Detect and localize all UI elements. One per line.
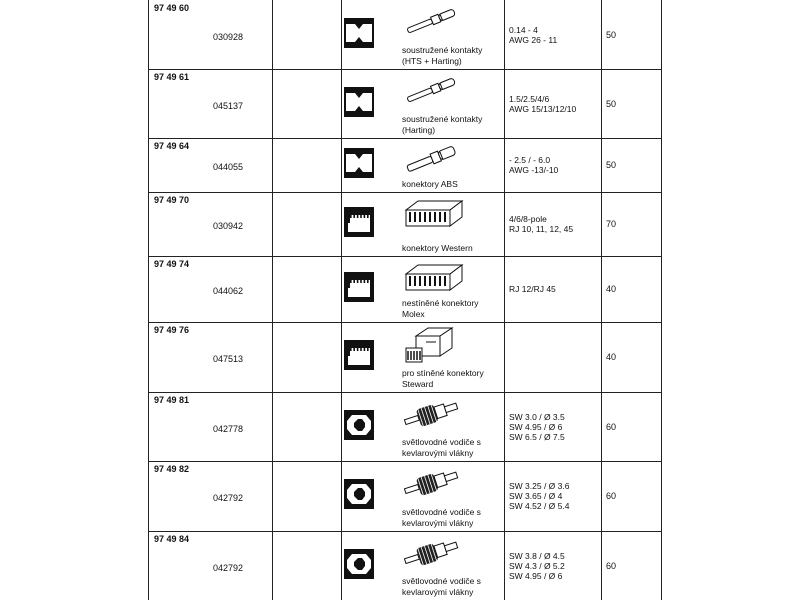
order-code: 044062 [213, 286, 244, 296]
package-quantity: 60 [606, 560, 617, 571]
contact-pin-picture-icon [402, 75, 462, 105]
crimp-range-line: - 2.5 / - 6.0 [509, 155, 551, 165]
description-line: (HTS + Harting) [402, 56, 462, 66]
package-quantity: 50 [606, 160, 617, 170]
description-line: Steward [402, 379, 434, 389]
table-row [0, 192, 800, 256]
application-description [402, 179, 504, 190]
article-number: 97 49 81 [154, 395, 190, 405]
crimp-range-line: SW 4.3 / Ø 5.2 [509, 560, 565, 571]
hexagon-die-profile-icon [344, 479, 374, 509]
crimp-range-line: 4/6/8-pole [509, 214, 547, 224]
diamond-die-profile-icon [344, 18, 374, 48]
crimp-range-line: SW 3.65 / Ø 4 [509, 491, 563, 501]
article-number: 97 49 70 [154, 195, 190, 205]
crimp-range-line: RJ 12/RJ 45 [509, 284, 556, 294]
crimp-range [509, 155, 558, 175]
article-number: 97 49 76 [154, 325, 190, 335]
package-quantity: 60 [606, 491, 617, 501]
package-quantity: 40 [606, 352, 617, 362]
description-line: konektory ABS [402, 179, 458, 189]
description-line: pro stíněné konektory [402, 368, 484, 378]
crimp-range-line: SW 4.95 / Ø 6 [509, 570, 563, 581]
western-die-profile-icon [344, 207, 374, 237]
western-die-profile-icon [344, 272, 374, 302]
application-description [402, 243, 504, 254]
rj-connector-picture-icon [402, 262, 466, 292]
crimp-range [509, 214, 573, 234]
table-row [0, 322, 800, 392]
order-code: 030928 [213, 31, 244, 42]
application-description [402, 437, 504, 459]
fiber-connector-picture-icon [402, 467, 462, 499]
article-number: 97 49 74 [154, 259, 190, 269]
order-code: 030942 [213, 221, 244, 231]
description-line: světlovodné vodiče s [402, 437, 481, 447]
rj-shielded-picture-icon [402, 326, 466, 366]
crimp-range-line: SW 4.52 / Ø 5.4 [509, 501, 570, 511]
description-line: kevlarovými vlákny [402, 448, 474, 458]
description-line: kevlarovými vlákny [402, 587, 474, 597]
order-code: 042778 [213, 423, 244, 434]
application-description [402, 114, 504, 136]
diamond-die-profile-icon [344, 87, 374, 117]
table-row [0, 0, 800, 69]
crimp-range [509, 94, 576, 114]
description-line: nestíněné konektory [402, 298, 479, 308]
description-line: kevlarovými vlákny [402, 518, 474, 528]
crimp-range-line: RJ 10, 11, 12, 45 [509, 224, 574, 234]
crimp-range-line: SW 3.25 / Ø 3.6 [509, 481, 570, 491]
package-quantity: 70 [606, 219, 617, 229]
crimp-range [509, 25, 557, 45]
crimp-range-line: 1.5/2.5/4/6 [509, 93, 550, 104]
description-line: soustružené kontakty [402, 45, 483, 55]
application-description [402, 298, 504, 320]
contact-pin-picture-icon [402, 6, 462, 36]
order-code: 042792 [213, 493, 244, 503]
application-description [402, 507, 504, 529]
description-line: Molex [402, 309, 425, 319]
crimp-range-line: AWG 26 - 11 [509, 34, 558, 45]
package-quantity: 50 [606, 98, 617, 109]
crimp-range-line: SW 4.95 / Ø 6 [509, 421, 563, 432]
hexagon-die-profile-icon [344, 410, 374, 440]
order-code: 047513 [213, 354, 244, 364]
description-line: (Harting) [402, 125, 436, 135]
western-die-profile-icon [344, 340, 374, 370]
crimp-range [509, 481, 569, 511]
order-code: 045137 [213, 100, 244, 111]
article-number: 97 49 84 [154, 534, 190, 544]
crimp-range-line: SW 3.8 / Ø 4.5 [509, 550, 565, 561]
table-row [0, 69, 800, 138]
application-description [402, 45, 504, 67]
description-line: soustružené kontakty [402, 114, 483, 124]
application-description [402, 368, 504, 390]
package-quantity: 40 [606, 284, 617, 294]
hexagon-die-profile-icon [344, 549, 374, 579]
table-row [0, 531, 800, 600]
rj-connector-picture-icon [402, 198, 466, 228]
fiber-connector-picture-icon [402, 537, 462, 569]
order-code: 044055 [213, 162, 244, 172]
contact-pin-thick-picture-icon [402, 144, 462, 174]
package-quantity: 50 [606, 29, 617, 40]
crimp-range-line: AWG -13/-10 [509, 165, 559, 175]
table-row [0, 138, 800, 192]
table-row [0, 256, 800, 322]
article-number: 97 49 61 [154, 72, 190, 82]
fiber-connector-picture-icon [402, 398, 462, 430]
article-number: 97 49 82 [154, 464, 190, 474]
package-quantity: 60 [606, 421, 617, 432]
crimp-range-line: AWG 15/13/12/10 [509, 103, 577, 114]
description-line: konektory Western [402, 243, 473, 253]
description-line: světlovodné vodiče s [402, 576, 481, 586]
crimp-range [509, 551, 565, 581]
crimp-range-line: SW 3.0 / Ø 3.5 [509, 411, 565, 422]
order-code: 042792 [213, 562, 244, 573]
crimp-range-line: SW 6.5 / Ø 7.5 [509, 431, 565, 442]
crimp-range [509, 412, 565, 442]
application-description [402, 576, 504, 598]
table-row [0, 461, 800, 531]
description-line: světlovodné vodiče s [402, 507, 481, 517]
article-number: 97 49 64 [154, 141, 190, 151]
table-row [0, 392, 800, 461]
article-number: 97 49 60 [154, 3, 190, 13]
diamond-die-profile-icon [344, 148, 374, 178]
crimp-range-line: 0.14 - 4 [509, 24, 538, 35]
crimp-range [509, 284, 556, 294]
